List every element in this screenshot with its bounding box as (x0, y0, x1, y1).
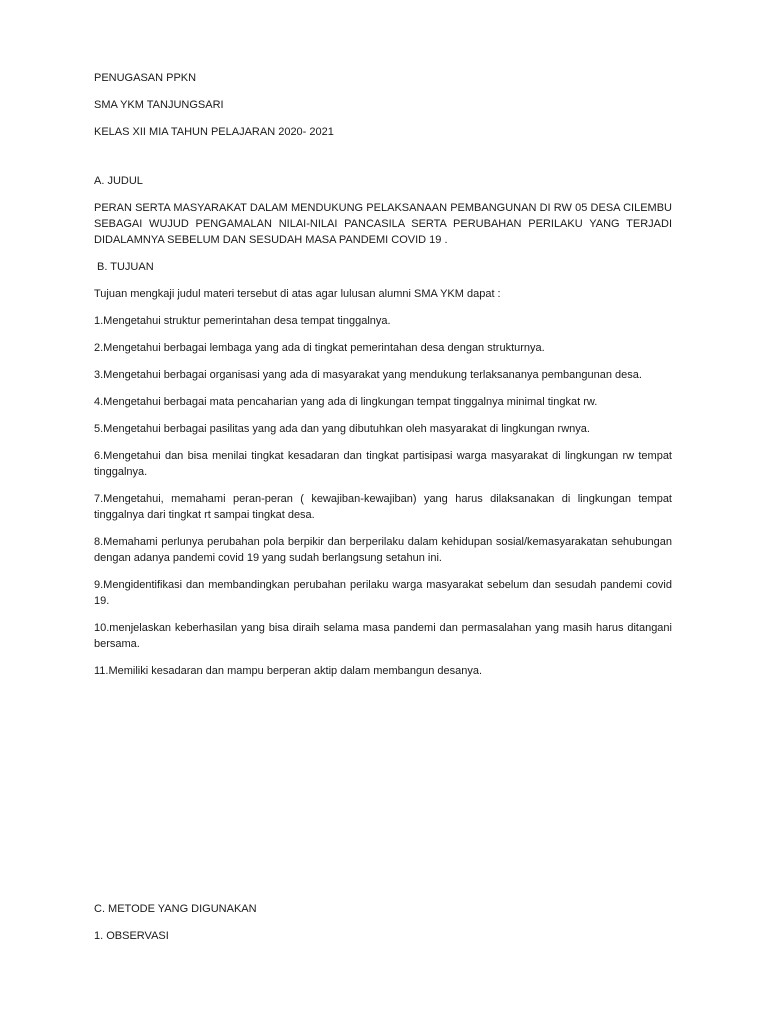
objective-item: 4.Mengetahui berbagai mata pencaharian yang ada di lingkungan tempat tinggalnya minimal tingkat rw. (94, 396, 598, 408)
section-a-body: PERAN SERTA MASYARAKAT DALAM MENDUKUNG PELAKSANAAN PEMBANGUNAN DI RW 05 DESA CILEMBU SEBAGAI WUJUD PENGAMALAN NILAI-NILAI PANCASILA SERTA PERUBAHAN PERILAKU YANG TERJADI DIDALAMNYA SEBELUM DAN SESUDAH MASA PANDEMI COVID 19 . (94, 202, 672, 246)
objective-item: 2.Mengetahui berbagai lembaga yang ada di tingkat pemerintahan desa dengan strukturnya. (94, 342, 545, 354)
objective-item: 1.Mengetahui struktur pemerintahan desa tempat tinggalnya. (94, 315, 391, 327)
school-name: SMA YKM TANJUNGSARI (94, 99, 224, 111)
document-body (94, 70, 672, 955)
section-b-heading: B. TUJUAN (97, 261, 154, 273)
class-year: KELAS XII MIA TAHUN PELAJARAN 2020- 2021 (94, 126, 334, 138)
objective-item: 5.Mengetahui berbagai pasilitas yang ada dan yang dibutuhkan oleh masyarakat di lingkungan rwnya. (94, 423, 590, 435)
method-item: 1. OBSERVASI (94, 930, 169, 942)
assignment-title: PENUGASAN PPKN (94, 72, 197, 84)
objective-item: 10.menjelaskan keberhasilan yang bisa diraih selama masa pandemi dan permasalahan yang masih harus ditangani bersama. (94, 622, 672, 650)
section-b-intro: Tujuan mengkaji judul materi tersebut di atas agar lulusan alumni SMA YKM dapat : (94, 288, 501, 300)
section-a-heading: A. JUDUL (94, 175, 143, 187)
objective-item: 9.Mengidentifikasi dan membandingkan perubahan perilaku warga masyarakat sebelum dan sesudah pandemi covid 19. (94, 579, 672, 607)
objective-item: 3.Mengetahui berbagai organisasi yang ada di masyarakat yang mendukung terlaksananya pembangunan desa. (94, 369, 642, 381)
objective-item: 7.Mengetahui, memahami peran-peran ( kewajiban-kewajiban) yang harus dilaksanakan di lingkungan tempat tinggalnya dari tingkat rt sampai tingkat desa. (94, 493, 672, 521)
objective-item: 6.Mengetahui dan bisa menilai tingkat kesadaran dan tingkat partisipasi warga masyarakat di lingkungan rw tempat tinggalnya. (94, 450, 672, 478)
objective-item: 8.Memahami perlunya perubahan pola berpikir dan berperilaku dalam kehidupan sosial/kemasyarakatan sehubungan dengan adanya pandemi covid 19 yang sudah berlangsung setahun ini. (94, 536, 672, 564)
objective-item: 11.Memiliki kesadaran dan mampu berperan aktip dalam membangun desanya. (94, 665, 483, 677)
section-c-heading: C. METODE YANG DIGUNAKAN (94, 903, 257, 915)
